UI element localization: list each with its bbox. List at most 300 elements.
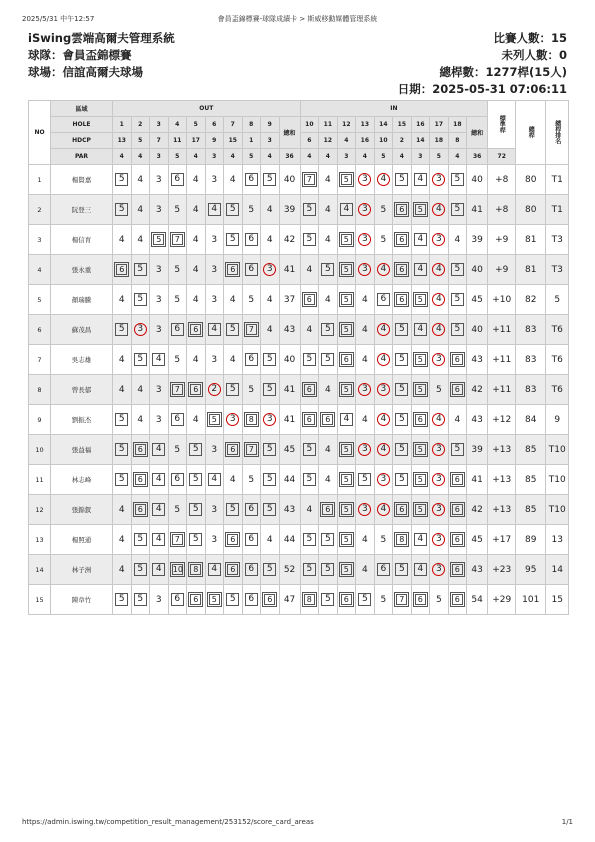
hole-score xyxy=(393,225,412,255)
score-double-bogey xyxy=(413,382,428,397)
hole-score xyxy=(319,405,338,435)
score-par: 4 xyxy=(229,474,236,485)
score-double-bogey-value: 7 xyxy=(396,594,407,605)
score-birdie: 4 xyxy=(377,353,390,366)
score-double-bogey xyxy=(339,262,354,277)
hole-score xyxy=(393,435,412,465)
score-double-bogey xyxy=(339,322,354,337)
score-bogey: 5 xyxy=(395,353,408,366)
hole-score xyxy=(187,315,206,345)
score-birdie: 3 xyxy=(432,473,445,486)
out-total: 37 xyxy=(279,285,300,315)
score-par: 5 xyxy=(248,474,255,485)
hole-score xyxy=(337,435,356,465)
hole-score xyxy=(150,585,169,615)
score-double-bogey xyxy=(339,232,354,247)
score-bogey: 4 xyxy=(152,473,165,486)
score-par: 5 xyxy=(380,594,387,605)
score-birdie: 3 xyxy=(358,233,371,246)
score-double-bogey xyxy=(339,562,354,577)
in-total: 42 xyxy=(467,495,488,525)
score-par: 3 xyxy=(211,294,218,305)
score-double-bogey xyxy=(207,592,222,607)
hole-score xyxy=(131,435,150,465)
hole-score xyxy=(448,555,467,585)
hole-number: 1 xyxy=(113,117,132,133)
score-par: 4 xyxy=(454,414,461,425)
player-no: 4 xyxy=(29,255,51,285)
hole-score xyxy=(319,345,338,375)
hole-score xyxy=(131,375,150,405)
score-double-bogey xyxy=(225,442,240,457)
score-bogey: 5 xyxy=(395,323,408,336)
score-double-bogey xyxy=(339,292,354,307)
score-bogey: 6 xyxy=(171,173,184,186)
player-no: 8 xyxy=(29,375,51,405)
score-birdie: 3 xyxy=(432,443,445,456)
score-par: 5 xyxy=(435,384,442,395)
player-name: 張益福 xyxy=(51,435,113,465)
hole-score xyxy=(168,225,187,255)
score-par: 4 xyxy=(192,204,199,215)
score-double-bogey-value: 5 xyxy=(341,504,352,515)
hole-score xyxy=(113,285,132,315)
hole-score xyxy=(261,255,280,285)
gross-score: 83 xyxy=(516,315,546,345)
hole-score xyxy=(300,465,319,495)
score-par: 4 xyxy=(324,174,331,185)
score-double-bogey-value: 10 xyxy=(172,565,183,574)
score-par: 3 xyxy=(155,204,162,215)
hole-score xyxy=(356,525,375,555)
hole-score xyxy=(411,585,430,615)
hole-score xyxy=(430,405,449,435)
hole-score xyxy=(168,465,187,495)
hole-score xyxy=(224,225,243,255)
score-double-bogey-value: 6 xyxy=(116,264,127,275)
score-double-bogey xyxy=(225,532,240,547)
score-bogey: 5 xyxy=(189,503,202,516)
score-par: 4 xyxy=(324,234,331,245)
score-bogey: 6 xyxy=(245,563,258,576)
score-par: 3 xyxy=(155,264,162,275)
hole-score xyxy=(411,465,430,495)
hole-score xyxy=(411,495,430,525)
score-double-bogey-value: 5 xyxy=(341,174,352,185)
gross-score: 95 xyxy=(516,555,546,585)
score-par: 5 xyxy=(248,384,255,395)
hole-score xyxy=(113,225,132,255)
score-double-bogey-value: 6 xyxy=(452,534,463,545)
score-double-bogey xyxy=(188,382,203,397)
table-row xyxy=(29,555,569,585)
hole-score xyxy=(205,435,224,465)
hole-score xyxy=(300,195,319,225)
over-par: +13 xyxy=(488,495,516,525)
player-no: 3 xyxy=(29,225,51,255)
hole-score xyxy=(430,435,449,465)
score-bogey: 5 xyxy=(226,323,239,336)
score-double-bogey xyxy=(133,442,148,457)
hole-number: 3 xyxy=(150,117,169,133)
hole-score xyxy=(131,225,150,255)
score-double-bogey-value: 5 xyxy=(341,234,352,245)
player-name: 曾長郁 xyxy=(51,375,113,405)
score-bogey: 5 xyxy=(226,593,239,606)
hole-score xyxy=(374,435,393,465)
hole-number: 15 xyxy=(393,117,412,133)
score-double-bogey xyxy=(413,292,428,307)
hole-score xyxy=(374,165,393,195)
score-double-bogey xyxy=(302,412,317,427)
hole-score xyxy=(356,225,375,255)
hole-score xyxy=(224,435,243,465)
score-double-bogey xyxy=(450,532,465,547)
score-par: 4 xyxy=(361,564,368,575)
score-par: 4 xyxy=(324,294,331,305)
score-double-bogey-value: 6 xyxy=(190,324,201,335)
score-birdie: 3 xyxy=(432,503,445,516)
report-header xyxy=(28,30,567,98)
score-bogey: 5 xyxy=(395,473,408,486)
score-par: 4 xyxy=(266,294,273,305)
in-total: 39 xyxy=(467,435,488,465)
score-bogey: 5 xyxy=(451,203,464,216)
hole-score xyxy=(131,495,150,525)
score-double-bogey xyxy=(450,472,465,487)
gross-score: 84 xyxy=(516,405,546,435)
hole-score xyxy=(300,315,319,345)
hole-score xyxy=(187,555,206,585)
player-name: 張錦釵 xyxy=(51,495,113,525)
score-double-bogey xyxy=(339,382,354,397)
hole-score xyxy=(393,315,412,345)
score-double-bogey xyxy=(207,412,222,427)
score-bogey: 4 xyxy=(152,443,165,456)
score-bogey: 5 xyxy=(321,353,334,366)
hdcp-value: 6 xyxy=(300,133,319,149)
score-double-bogey xyxy=(339,532,354,547)
score-par: 3 xyxy=(211,354,218,365)
hole-score xyxy=(261,435,280,465)
hole-score xyxy=(205,195,224,225)
hole-score xyxy=(411,165,430,195)
score-double-bogey-value: 6 xyxy=(322,414,333,425)
gross-score: 81 xyxy=(516,255,546,285)
over-par: +13 xyxy=(488,435,516,465)
hole-score xyxy=(168,255,187,285)
player-no: 10 xyxy=(29,435,51,465)
table-row xyxy=(29,345,569,375)
score-double-bogey xyxy=(394,502,409,517)
hole-score xyxy=(261,285,280,315)
hole-score xyxy=(205,495,224,525)
gross-rank: T1 xyxy=(546,165,569,195)
score-par: 4 xyxy=(324,204,331,215)
hole-score xyxy=(374,195,393,225)
gross-rank: T10 xyxy=(546,495,569,525)
hole-score xyxy=(411,525,430,555)
score-double-bogey-value: 6 xyxy=(304,384,315,395)
hole-score xyxy=(411,195,430,225)
hole-score xyxy=(261,195,280,225)
player-name: 顏瑞騰 xyxy=(51,285,113,315)
score-double-bogey-value: 6 xyxy=(135,504,146,515)
score-birdie: 4 xyxy=(432,413,445,426)
par-value: 4 xyxy=(448,149,467,165)
score-bogey: 5 xyxy=(226,503,239,516)
score-birdie: 4 xyxy=(432,263,445,276)
gross-score: 80 xyxy=(516,195,546,225)
score-birdie: 2 xyxy=(208,383,221,396)
hole-score xyxy=(131,255,150,285)
score-bogey: 4 xyxy=(340,413,353,426)
score-par: 4 xyxy=(324,474,331,485)
hole-score xyxy=(187,285,206,315)
hole-score xyxy=(356,345,375,375)
score-double-bogey-value: 6 xyxy=(452,354,463,365)
score-bogey: 4 xyxy=(414,323,427,336)
score-bogey: 5 xyxy=(451,263,464,276)
gross-rank: 9 xyxy=(546,405,569,435)
hole-score xyxy=(224,165,243,195)
score-bogey: 5 xyxy=(134,563,147,576)
over-par: +10 xyxy=(488,285,516,315)
hole-score xyxy=(300,285,319,315)
score-bogey: 5 xyxy=(303,443,316,456)
hole-score xyxy=(131,585,150,615)
score-birdie: 4 xyxy=(432,203,445,216)
hole-score xyxy=(242,225,261,255)
over-par: +29 xyxy=(488,585,516,615)
hole-score xyxy=(224,525,243,555)
hole-score xyxy=(300,225,319,255)
score-double-bogey-value: 5 xyxy=(341,294,352,305)
gross-score: 83 xyxy=(516,375,546,405)
score-double-bogey-value: 6 xyxy=(264,594,275,605)
score-double-bogey-value: 6 xyxy=(452,594,463,605)
par-value: 4 xyxy=(187,149,206,165)
score-double-bogey-value: 6 xyxy=(304,294,315,305)
hole-score xyxy=(300,345,319,375)
score-par: 4 xyxy=(118,534,125,545)
hole-score xyxy=(205,375,224,405)
score-double-bogey xyxy=(413,202,428,217)
score-birdie: 3 xyxy=(226,413,239,426)
area-header: 區域 xyxy=(51,101,113,117)
score-bogey: 5 xyxy=(395,173,408,186)
hole-score xyxy=(113,555,132,585)
out-total: 41 xyxy=(279,255,300,285)
total-strokes: 總桿數：1277桿(15人) xyxy=(439,65,567,79)
score-double-bogey xyxy=(170,532,185,547)
par-out-total: 36 xyxy=(279,149,300,165)
par-value: 3 xyxy=(150,149,169,165)
browser-header xyxy=(22,14,573,24)
score-double-bogey-value: 5 xyxy=(415,504,426,515)
hole-score xyxy=(356,405,375,435)
hole-score xyxy=(168,345,187,375)
score-par: 5 xyxy=(380,234,387,245)
print-datetime: 2025/5/31 中午12:57 xyxy=(22,15,95,23)
score-par: 3 xyxy=(155,414,162,425)
over-par: +11 xyxy=(488,375,516,405)
in-total: 54 xyxy=(467,585,488,615)
hole-score xyxy=(300,585,319,615)
hole-score xyxy=(319,465,338,495)
hole-number: 5 xyxy=(187,117,206,133)
hole-score xyxy=(224,465,243,495)
score-bogey: 5 xyxy=(226,203,239,216)
hole-score xyxy=(150,435,169,465)
hole-score xyxy=(205,555,224,585)
score-par: 4 xyxy=(306,264,313,275)
out-total: 40 xyxy=(279,165,300,195)
gross-rank: T10 xyxy=(546,435,569,465)
gross-rank: T1 xyxy=(546,195,569,225)
hdcp-value: 3 xyxy=(261,133,280,149)
hole-score xyxy=(150,345,169,375)
hole-score xyxy=(205,345,224,375)
hole-score xyxy=(113,375,132,405)
out-total: 44 xyxy=(279,525,300,555)
hdcp-value: 8 xyxy=(448,133,467,149)
score-double-bogey-value: 6 xyxy=(341,354,352,365)
hole-score xyxy=(374,315,393,345)
over-par: +17 xyxy=(488,525,516,555)
hole-score xyxy=(393,285,412,315)
score-par: 4 xyxy=(266,234,273,245)
par-value: 4 xyxy=(356,149,375,165)
hole-score xyxy=(113,495,132,525)
hole-score xyxy=(113,315,132,345)
player-no: 15 xyxy=(29,585,51,615)
score-bogey: 4 xyxy=(414,533,427,546)
par-row xyxy=(29,149,569,165)
hole-score xyxy=(261,165,280,195)
hole-score xyxy=(261,345,280,375)
score-double-bogey-value: 5 xyxy=(341,534,352,545)
hole-score xyxy=(430,465,449,495)
score-par: 4 xyxy=(192,174,199,185)
hole-score xyxy=(319,315,338,345)
score-par: 3 xyxy=(155,174,162,185)
hole-score xyxy=(393,345,412,375)
hole-score xyxy=(319,255,338,285)
hole-score xyxy=(448,345,467,375)
player-no: 13 xyxy=(29,525,51,555)
score-bogey: 5 xyxy=(303,233,316,246)
hole-score xyxy=(242,405,261,435)
score-par: 3 xyxy=(211,174,218,185)
player-name: 陳韋竹 xyxy=(51,585,113,615)
hole-number: 7 xyxy=(224,117,243,133)
score-double-bogey xyxy=(413,472,428,487)
over-par: +8 xyxy=(488,195,516,225)
score-birdie: 4 xyxy=(377,323,390,336)
score-double-bogey xyxy=(170,232,185,247)
hole-score xyxy=(131,465,150,495)
gross-score: 83 xyxy=(516,345,546,375)
hole-score xyxy=(187,585,206,615)
hole-score xyxy=(261,495,280,525)
player-name: 張永重 xyxy=(51,255,113,285)
hdcp-value: 17 xyxy=(187,133,206,149)
par-value: 5 xyxy=(430,149,449,165)
hole-score xyxy=(205,585,224,615)
gross-rank: 5 xyxy=(546,285,569,315)
score-par: 3 xyxy=(211,264,218,275)
score-par: 4 xyxy=(266,534,273,545)
player-name: 蘇茂昌 xyxy=(51,315,113,345)
score-double-bogey xyxy=(450,502,465,517)
out-total: 45 xyxy=(279,435,300,465)
score-bogey: 5 xyxy=(263,383,276,396)
in-total: 41 xyxy=(467,465,488,495)
hole-number: 2 xyxy=(131,117,150,133)
par-value: 4 xyxy=(300,149,319,165)
score-double-bogey-value: 6 xyxy=(322,504,333,515)
hole-score xyxy=(224,405,243,435)
hole-score xyxy=(319,495,338,525)
hole-score xyxy=(187,225,206,255)
hole-number: 4 xyxy=(168,117,187,133)
hole-score xyxy=(393,195,412,225)
score-bogey: 5 xyxy=(189,443,202,456)
score-par: 4 xyxy=(137,174,144,185)
player-no: 5 xyxy=(29,285,51,315)
score-double-bogey-value: 6 xyxy=(452,564,463,575)
score-par: 5 xyxy=(174,294,181,305)
hole-score xyxy=(430,495,449,525)
hole-score xyxy=(224,285,243,315)
over-par: +11 xyxy=(488,345,516,375)
hole-score xyxy=(393,555,412,585)
hole-score xyxy=(205,405,224,435)
hole-score xyxy=(113,405,132,435)
in-total-header: 總和 xyxy=(467,117,488,149)
score-bogey: 5 xyxy=(395,383,408,396)
hole-score xyxy=(261,585,280,615)
score-bogey: 6 xyxy=(377,293,390,306)
score-bogey: 5 xyxy=(263,173,276,186)
hdcp-value: 2 xyxy=(393,133,412,149)
hole-score xyxy=(430,165,449,195)
score-bogey: 6 xyxy=(245,533,258,546)
player-no: 14 xyxy=(29,555,51,585)
score-double-bogey-value: 5 xyxy=(341,264,352,275)
score-double-bogey xyxy=(302,172,317,187)
hole-row xyxy=(29,117,569,133)
score-par: 4 xyxy=(306,324,313,335)
gross-rank: T6 xyxy=(546,315,569,345)
gross-score: 80 xyxy=(516,165,546,195)
table-row xyxy=(29,435,569,465)
score-par: 5 xyxy=(248,294,255,305)
score-double-bogey-value: 8 xyxy=(190,564,201,575)
score-par: 4 xyxy=(137,204,144,215)
score-double-bogey-value: 5 xyxy=(209,414,220,425)
score-par: 5 xyxy=(380,534,387,545)
browser-footer xyxy=(22,818,573,828)
hole-score xyxy=(131,405,150,435)
hole-score xyxy=(168,195,187,225)
score-bogey: 6 xyxy=(245,503,258,516)
hole-score xyxy=(337,255,356,285)
score-bogey: 5 xyxy=(321,593,334,606)
score-par: 3 xyxy=(155,384,162,395)
hole-score xyxy=(430,585,449,615)
